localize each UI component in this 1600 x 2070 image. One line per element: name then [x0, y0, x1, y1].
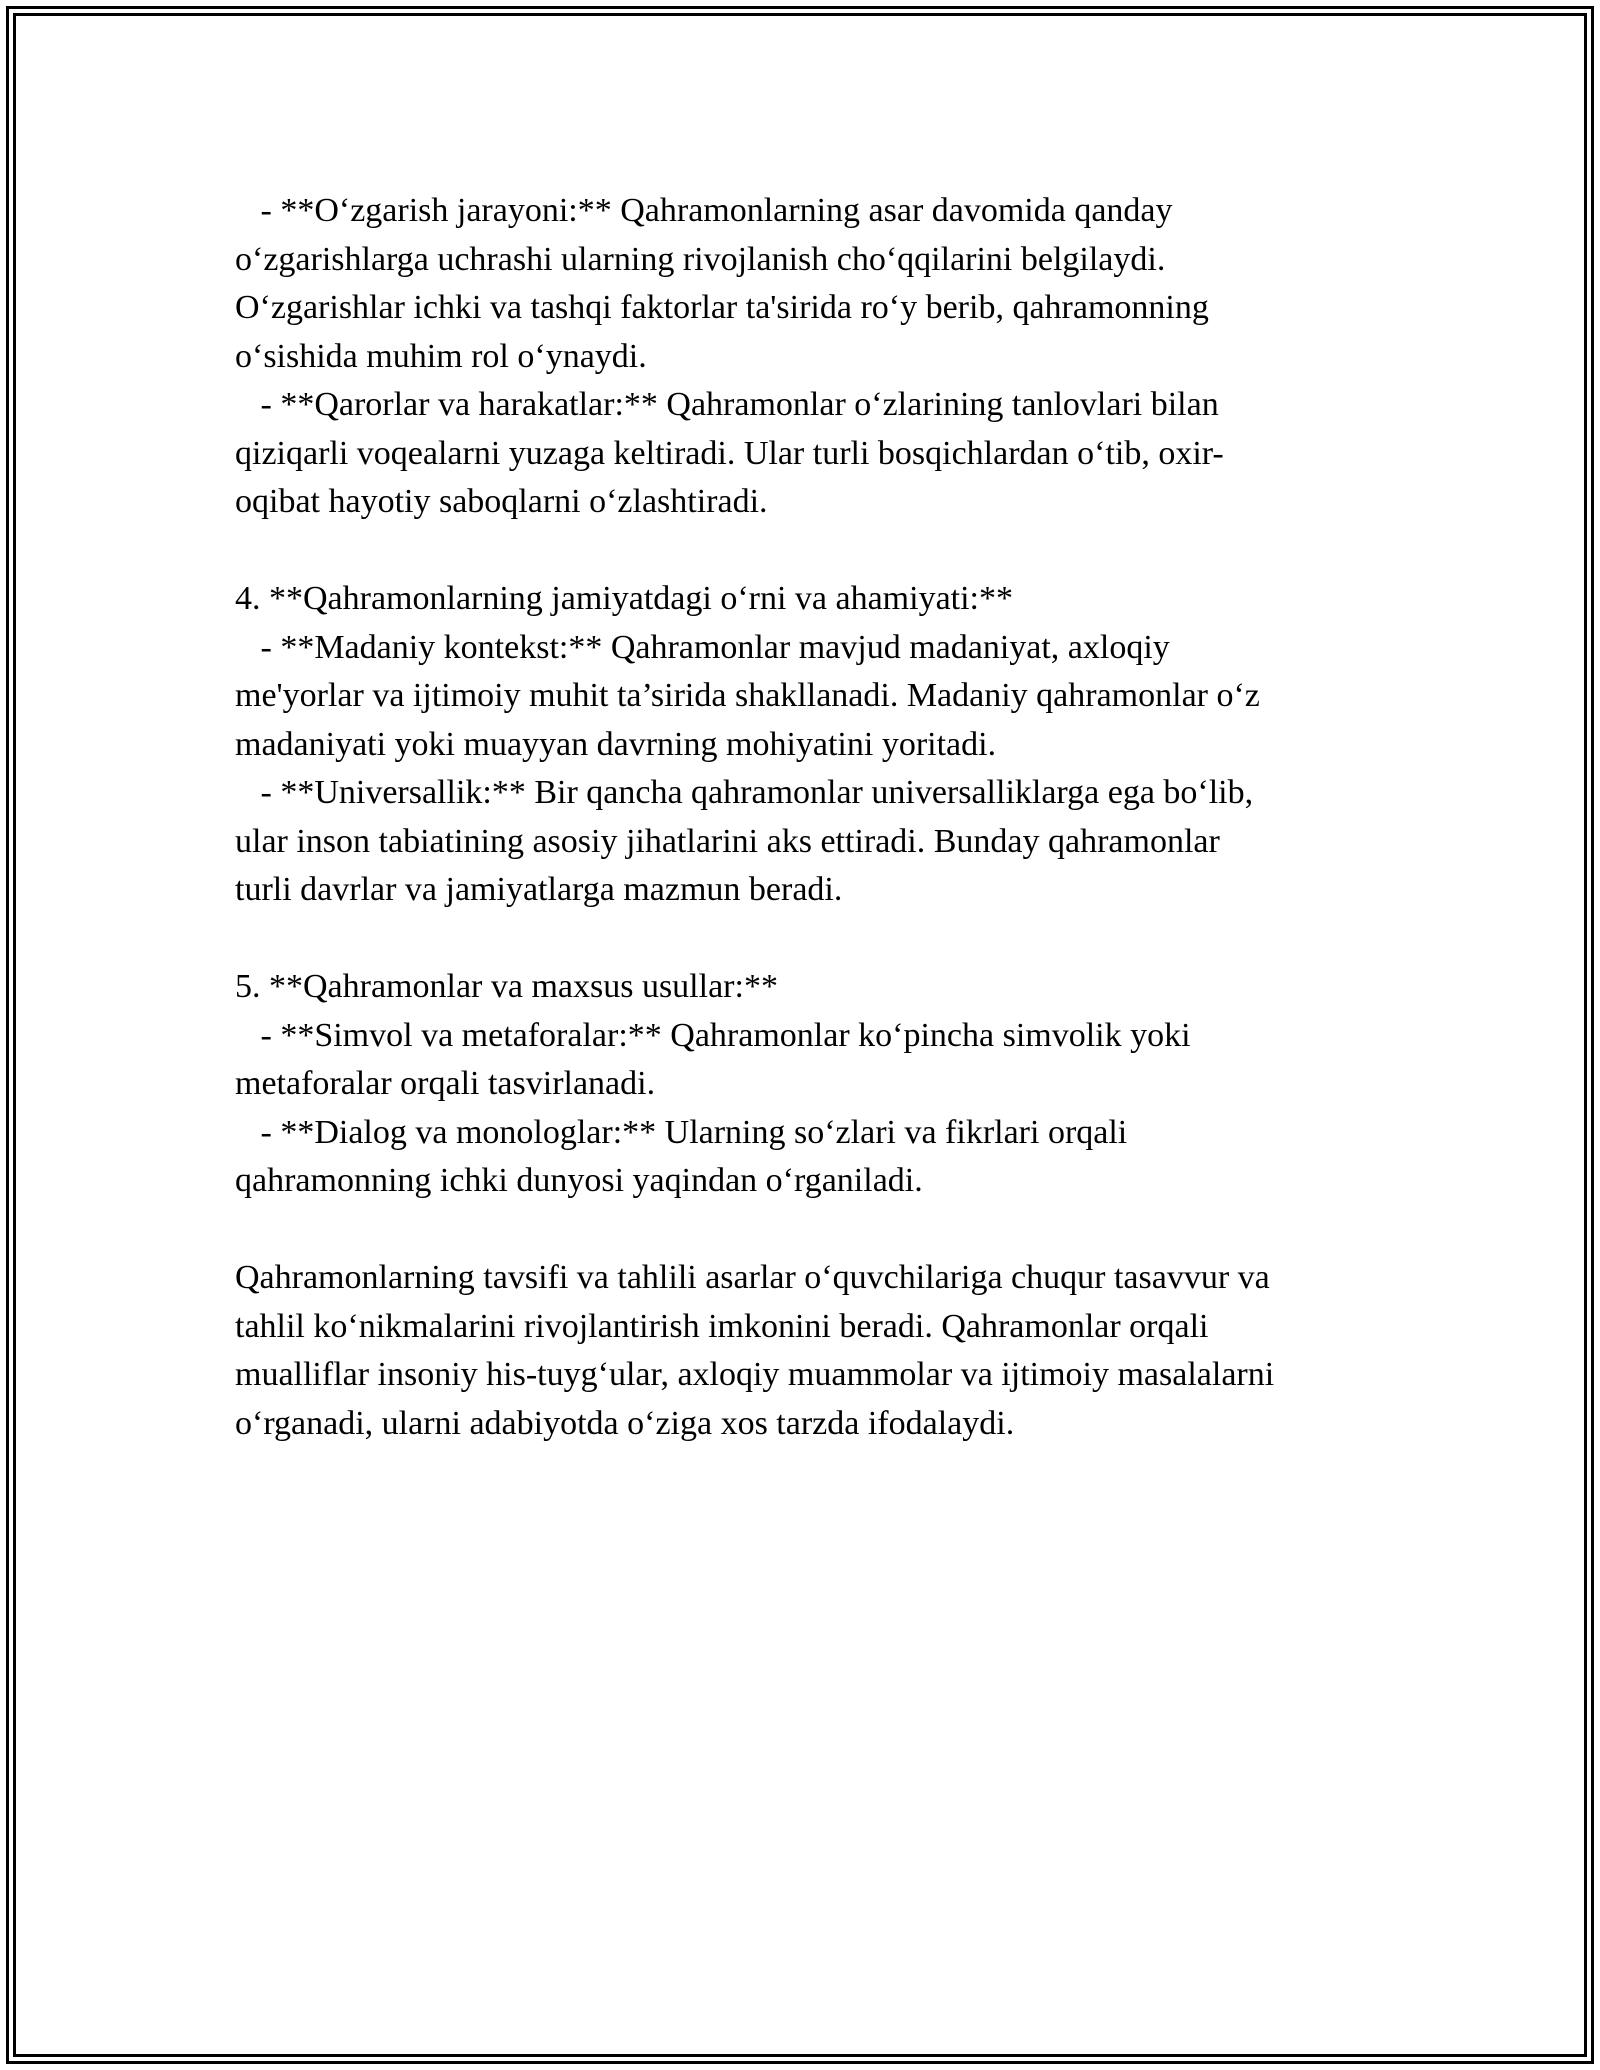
text-line: mualliflar insoniy his-tuyg‘ular, axloqiy muammolar va ijtimoiy masalalarni — [235, 1356, 1275, 1393]
blank-line — [235, 915, 1415, 964]
text-line: - **Qarorlar va harakatlar:** Qahramonlar o‘zlarining tanlovlari bilan — [235, 386, 1219, 423]
text-line: - **Simvol va metaforalar:** Qahramonlar ko‘pincha simvolik yoki — [235, 1016, 1191, 1054]
text-line: metaforalar orqali tasvirlanadi. — [235, 1065, 656, 1102]
text-line: - **Dialog va monologlar:** Ularning so‘zlari va fikrlari orqali — [235, 1113, 1128, 1151]
text-line: oqibat hayotiy saboqlarni o‘zlashtiradi. — [235, 483, 768, 520]
text-line: o‘rganadi, ularni adabiyotda o‘ziga xos tarzda ifodalaydi. — [235, 1404, 1015, 1442]
text-line: qahramonning ichki dunyosi yaqindan o‘rganiladi. — [235, 1162, 923, 1199]
text-line: Qahramonlarning tavsifi va tahlili asarlar o‘quvchilariga chuqur tasavvur va — [235, 1259, 1270, 1296]
text-line: - **Universallik:** Bir qancha qahramonlar universalliklarga ega bo‘lib, — [235, 774, 1254, 811]
text-line: o‘zgarishlarga uchrashi ularning rivojlanish cho‘qqilarini belgilaydi. — [235, 240, 1166, 278]
text-line: o‘sishida muhim rol o‘ynaydi. — [235, 337, 647, 375]
text-line: tahlil ko‘nikmalarini rivojlantirish imkonini beradi. Qahramonlar orqali — [235, 1307, 1209, 1345]
text-line: qiziqarli voqealarni yuzaga keltiradi. Ular turli bosqichlardan o‘tib, oxir- — [235, 434, 1224, 472]
text-line: madaniyati yoki muayyan davrning mohiyatini yoritadi. — [235, 725, 997, 763]
text-line: O‘zgarishlar ichki va tashqi faktorlar ta'sirida ro‘y berib, qahramonning — [235, 289, 1209, 326]
text-line: turli davrlar va jamiyatlarga mazmun beradi. — [235, 871, 843, 908]
text-line: - **O‘zgarish jarayoni:** Qahramonlarning asar davomida qanday — [235, 192, 1173, 229]
blank-line — [235, 1206, 1415, 1255]
section-heading: 4. **Qahramonlarning jamiyatdagi o‘rni va ahamiyati:** — [235, 580, 1013, 617]
blank-line — [235, 527, 1415, 576]
text-line: ular inson tabiatining asosiy jihatlarini aks ettiradi. Bunday qahramonlar — [235, 822, 1220, 860]
section-heading: 5. **Qahramonlar va maxsus usullar:** — [235, 968, 778, 1005]
document-body — [235, 187, 1415, 1448]
text-line: me'yorlar va ijtimoiy muhit ta’sirida shakllanadi. Madaniy qahramonlar o‘z — [235, 677, 1260, 714]
text-line: - **Madaniy kontekst:** Qahramonlar mavjud madaniyat, axloqiy — [235, 628, 1170, 666]
